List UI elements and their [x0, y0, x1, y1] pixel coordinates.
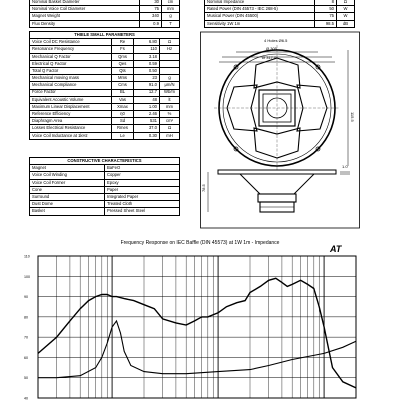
- spec-unit: Ω: [160, 125, 180, 132]
- data-point: [120, 333, 121, 334]
- y-tick-label: 80: [24, 315, 28, 320]
- spec-name: Magnet Weight: [30, 13, 140, 20]
- data-point: [162, 319, 163, 320]
- spec-row: [205, 6, 355, 13]
- spec-row: [30, 132, 180, 139]
- data-point: [307, 284, 308, 285]
- spec-row: [205, 13, 355, 20]
- constructive-table: [29, 157, 180, 216]
- speaker-front-view: [214, 45, 348, 170]
- y-tick-label: 90: [24, 295, 28, 300]
- data-point: [250, 292, 251, 293]
- data-point: [300, 280, 301, 281]
- dim-depth-total: 115.5: [350, 112, 355, 122]
- spec-row: [30, 89, 180, 96]
- spec-unit: cm: [162, 0, 180, 6]
- spec-unit: g: [160, 75, 180, 82]
- spec-row: [30, 13, 180, 20]
- data-point: [343, 382, 344, 383]
- spec-unit: %: [160, 111, 180, 118]
- data-point: [356, 388, 357, 389]
- data-point: [144, 371, 145, 372]
- y-tick-label: 100: [24, 274, 30, 279]
- dim-holes: 4 Holes Ø6.5: [264, 38, 288, 43]
- spec-unit: [160, 53, 180, 60]
- chart-title: Frequency Response on IEC Baffle (DIN 45573) at 1W 1m - Impedance: [120, 240, 280, 246]
- spec-value: 75: [140, 6, 162, 13]
- spec-name: Voice Coil Inductance at 1kHz: [30, 132, 112, 139]
- data-point: [324, 327, 325, 328]
- spec-value: 6.80: [134, 39, 160, 46]
- chart-grid: [38, 256, 356, 398]
- spec-unit: Hz: [160, 46, 180, 53]
- spec-name: Nominal Voice Coil Diameter: [30, 6, 140, 13]
- brand-logo: AT: [330, 244, 342, 254]
- data-point: [226, 306, 227, 307]
- spec-symbol: Xmax: [112, 103, 134, 110]
- spec-value: 23: [134, 75, 160, 82]
- spec-row: [30, 46, 180, 53]
- data-point: [144, 304, 145, 305]
- spec-value: 3.18: [134, 53, 160, 60]
- data-point: [162, 373, 163, 374]
- data-point: [107, 294, 108, 295]
- data-point: [102, 294, 103, 295]
- data-point: [186, 373, 187, 374]
- data-point: [38, 353, 39, 354]
- spec-name: Voice Coil DC Resistance: [30, 39, 112, 46]
- spec-value: 340: [140, 13, 162, 20]
- spec-unit: mH: [160, 132, 180, 139]
- spec-row: [30, 165, 180, 172]
- spec-row: [30, 186, 180, 193]
- data-point: [260, 286, 261, 287]
- spec-row: [30, 6, 180, 13]
- general-params-right: [204, 0, 355, 28]
- spec-row: [30, 67, 180, 74]
- spec-name: Cone: [30, 186, 105, 193]
- data-point: [131, 365, 132, 366]
- spec-symbol: Qes: [112, 60, 134, 67]
- spec-name: Musical Power (DIN 45500): [205, 13, 315, 20]
- spec-row: [30, 179, 180, 186]
- y-tick-label: 40: [24, 396, 28, 400]
- data-point: [112, 296, 113, 297]
- spec-value: 98.5: [315, 20, 337, 27]
- spec-name: Maximum Linear Displacement: [30, 103, 112, 110]
- data-point: [343, 347, 344, 348]
- impedance-line: [38, 321, 356, 378]
- spec-value: 12.7: [134, 89, 160, 96]
- data-point: [95, 367, 96, 368]
- data-point: [95, 296, 96, 297]
- spec-row: [205, 20, 355, 27]
- spec-name: Reference Efficiency: [30, 111, 112, 118]
- spec-row: [30, 82, 180, 89]
- spec-value: BaFeO: [105, 165, 180, 172]
- data-point: [124, 298, 125, 299]
- spec-symbol: η0: [112, 111, 134, 118]
- data-point: [133, 300, 134, 301]
- data-point: [276, 278, 277, 279]
- spec-symbol: Le: [112, 132, 134, 139]
- data-point: [80, 308, 81, 309]
- spec-symbol: BL: [112, 89, 134, 96]
- spec-row: [30, 39, 180, 46]
- data-point: [56, 337, 57, 338]
- data-point: [70, 321, 71, 322]
- data-point: [250, 369, 251, 370]
- spec-unit: Ω: [337, 0, 355, 6]
- spec-row: [30, 20, 180, 27]
- spec-row: [30, 111, 180, 118]
- data-point: [314, 288, 315, 289]
- data-point: [116, 321, 117, 322]
- spec-name: Flux Density: [30, 20, 140, 27]
- spec-name: Voice Coil Winding: [30, 172, 105, 179]
- dim-outer: Ø 317.0: [262, 55, 277, 60]
- spec-value: Epoxy: [105, 179, 180, 186]
- data-point: [56, 377, 57, 378]
- spec-value: Paper: [105, 186, 180, 193]
- spec-symbol: Cms: [112, 82, 134, 89]
- spec-unit: Wb/m: [160, 89, 180, 96]
- spec-unit: g: [162, 13, 180, 20]
- data-point: [287, 286, 288, 287]
- spec-name: Diaphragm Area: [30, 118, 112, 125]
- spec-value: 37.0: [134, 125, 160, 132]
- data-point: [186, 325, 187, 326]
- spec-unit: dB: [337, 20, 355, 27]
- spec-unit: [160, 60, 180, 67]
- data-point: [112, 327, 113, 328]
- spec-unit: cm²: [160, 118, 180, 125]
- spec-unit: mm: [162, 6, 180, 13]
- spec-symbol: Sd: [112, 118, 134, 125]
- spec-name: Voice Coil Former: [30, 179, 105, 186]
- data-point: [176, 323, 177, 324]
- dim-bolt-pcd: Ø 305: [266, 46, 277, 51]
- spec-value: 0.50: [134, 67, 160, 74]
- data-point: [208, 317, 209, 318]
- data-point: [292, 359, 293, 360]
- data-point: [218, 371, 219, 372]
- data-point: [116, 296, 117, 297]
- dim-small: 1.0: [342, 164, 348, 169]
- spec-unit: lt: [160, 96, 180, 103]
- data-point: [245, 300, 246, 301]
- spec-value: Treated Cloth: [105, 201, 180, 208]
- spec-symbol: Fs: [112, 46, 134, 53]
- spec-row: [30, 96, 180, 103]
- spec-row: [30, 118, 180, 125]
- thiele-small-table: [29, 31, 180, 140]
- spec-row: [30, 193, 180, 200]
- spec-name: Basket: [30, 208, 105, 215]
- spec-value: 50: [315, 6, 337, 13]
- spec-name: Mechanical Compliance: [30, 82, 112, 89]
- spec-value: 1.00: [134, 103, 160, 110]
- spec-row: [30, 60, 180, 67]
- y-tick-label: 50: [24, 376, 28, 381]
- spec-unit: T: [162, 20, 180, 27]
- spec-value: 30: [140, 0, 162, 6]
- spec-name: Nominal Impedance: [205, 0, 315, 6]
- spec-value: 0.59: [134, 60, 160, 67]
- spec-unit: mm: [160, 103, 180, 110]
- spec-value: 2.46: [134, 111, 160, 118]
- general-params-left: [29, 0, 180, 28]
- spec-name: Total Q Factor: [30, 67, 112, 74]
- data-point: [356, 341, 357, 342]
- spec-value: Integrated Paper: [105, 193, 180, 200]
- spec-symbol: Qms: [112, 53, 134, 60]
- spec-value: Pressed Sheet Steel: [105, 208, 180, 215]
- data-point: [282, 282, 283, 283]
- data-point: [88, 300, 89, 301]
- spec-value: 110: [134, 46, 160, 53]
- dim-depth-side: 78.5: [201, 184, 206, 192]
- spec-row: [30, 201, 180, 208]
- spec-row: [30, 103, 180, 110]
- spec-symbol: Re: [112, 39, 134, 46]
- spec-name: Nominal Basket Diameter: [30, 0, 140, 6]
- data-point: [124, 351, 125, 352]
- spec-name: Mechanical moving mass: [30, 75, 112, 82]
- spec-name: Mechanical Q Factor: [30, 53, 112, 60]
- spec-name: Dust Dome: [30, 201, 105, 208]
- spec-symbol: Rmes: [112, 125, 134, 132]
- data-point: [218, 313, 219, 314]
- chart-lines: [38, 278, 357, 388]
- data-point: [38, 377, 39, 378]
- chart-frame: [38, 256, 356, 398]
- thiele-small-title: THIELE SMALL PARAMETERS: [30, 32, 180, 39]
- data-point: [332, 367, 333, 368]
- spec-unit: W: [337, 6, 355, 13]
- spec-name: Equivalent Acoustic Volume: [30, 96, 112, 103]
- constructive-title: CONSTRUCTIVE CHARACTERISTICS: [30, 158, 180, 165]
- data-point: [324, 353, 325, 354]
- spec-name: Sensitivity 1W 1m: [205, 20, 315, 27]
- data-point: [201, 317, 202, 318]
- speaker-drawing: [200, 30, 360, 230]
- spec-value: 531: [134, 118, 160, 125]
- spec-row: [30, 75, 180, 82]
- spec-unit: [160, 67, 180, 74]
- spec-row: [30, 172, 180, 179]
- frequency-response-line: [38, 278, 356, 388]
- spec-unit: W: [337, 13, 355, 20]
- data-point: [194, 321, 195, 322]
- y-tick-label: 70: [24, 335, 28, 340]
- spec-row: [30, 53, 180, 60]
- spec-unit: μm/N: [160, 82, 180, 89]
- y-tick-label: 60: [24, 355, 28, 360]
- spec-value: 0.30: [134, 132, 160, 139]
- data-point: [292, 284, 293, 285]
- chart-y-ticks: [24, 255, 30, 400]
- data-point: [154, 308, 155, 309]
- spec-name: Force Factor: [30, 89, 112, 96]
- data-point: [268, 365, 269, 366]
- spec-name: Magnet: [30, 165, 105, 172]
- spec-name: Electrical Q Factor: [30, 60, 112, 67]
- spec-name: Rated Power (DIN 45573 - IEC 268-5): [205, 6, 315, 13]
- spec-row: [30, 208, 180, 215]
- data-point: [107, 343, 108, 344]
- spec-value: 91.0: [134, 82, 160, 89]
- data-point: [237, 302, 238, 303]
- spec-row: [30, 125, 180, 132]
- frequency-response-chart: [20, 250, 360, 400]
- spec-symbol: Vas: [112, 96, 134, 103]
- spec-unit: Ω: [160, 39, 180, 46]
- spec-value: Copper: [105, 172, 180, 179]
- spec-value: 0.9: [140, 20, 162, 27]
- data-point: [80, 375, 81, 376]
- spec-name: Losses Electrical Resistance: [30, 125, 112, 132]
- spec-symbol: Mms: [112, 75, 134, 82]
- spec-value: 48: [134, 96, 160, 103]
- spec-symbol: Qts: [112, 67, 134, 74]
- data-point: [268, 280, 269, 281]
- spec-name: Surround: [30, 193, 105, 200]
- data-point: [319, 306, 320, 307]
- spec-value: 8: [315, 0, 337, 6]
- y-tick-label: 110: [24, 254, 30, 259]
- spec-name: Resonance Frequency: [30, 46, 112, 53]
- speaker-side-view: [208, 170, 350, 212]
- data-point: [102, 357, 103, 358]
- spec-value: 75: [315, 13, 337, 20]
